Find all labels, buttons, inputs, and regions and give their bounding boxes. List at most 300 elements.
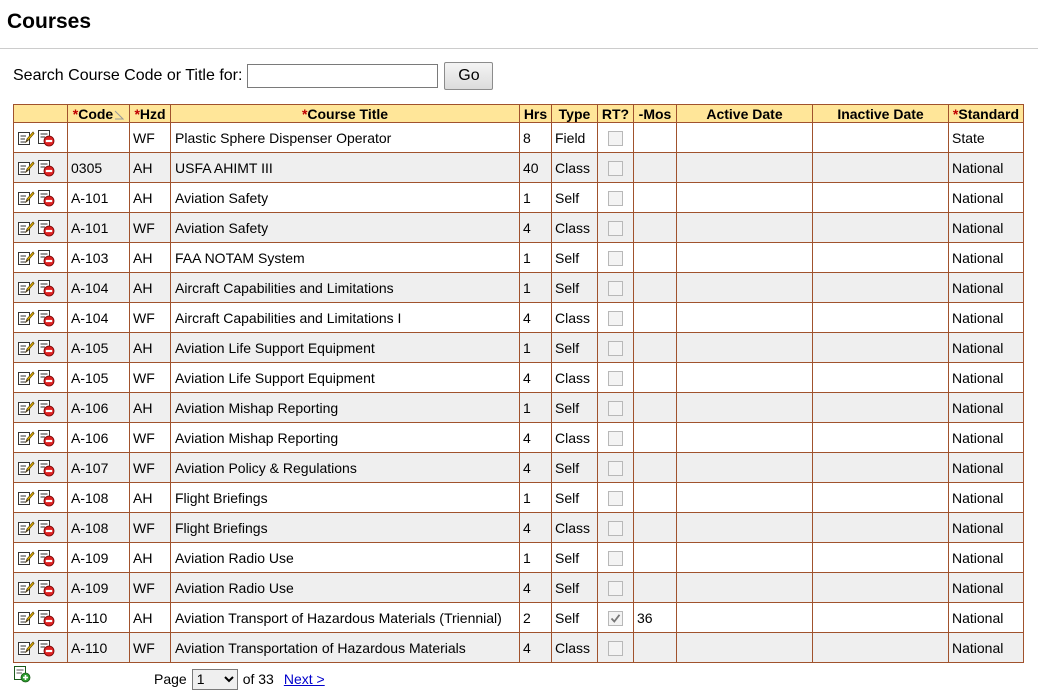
cell-active: [677, 123, 813, 153]
cell-code: A-109: [68, 543, 130, 573]
cell-hzd: AH: [130, 393, 171, 423]
edit-icon[interactable]: [17, 459, 35, 477]
cell-code: A-109: [68, 573, 130, 603]
cell-active: [677, 363, 813, 393]
cell-title: Aviation Life Support Equipment: [171, 333, 520, 363]
table-row: [14, 453, 1024, 483]
column-header-hrs[interactable]: [520, 105, 552, 123]
cell-rt: [598, 573, 634, 603]
table-row: [14, 363, 1024, 393]
cell-rt: [598, 183, 634, 213]
cell-hrs: 8: [520, 123, 552, 153]
required-marker: *: [952, 105, 959, 122]
delete-icon[interactable]: [37, 309, 55, 327]
cell-type: Self: [552, 333, 598, 363]
cell-mos: [634, 423, 677, 453]
cell-active: [677, 183, 813, 213]
cell-hzd: WF: [130, 573, 171, 603]
cell-active: [677, 423, 813, 453]
column-header-active[interactable]: [677, 105, 813, 123]
cell-code: A-101: [68, 213, 130, 243]
edit-icon[interactable]: [17, 339, 35, 357]
retraining-checkbox: [608, 131, 623, 146]
edit-icon[interactable]: [17, 639, 35, 657]
retraining-checkbox: [608, 401, 623, 416]
cell-hrs: 4: [520, 423, 552, 453]
delete-icon[interactable]: [37, 339, 55, 357]
retraining-checkbox: [608, 461, 623, 476]
row-actions: [14, 543, 68, 573]
cell-active: [677, 243, 813, 273]
cell-active: [677, 153, 813, 183]
cell-active: [677, 333, 813, 363]
page-count: of 33: [242, 671, 274, 687]
cell-active: [677, 633, 813, 663]
delete-icon[interactable]: [37, 249, 55, 267]
page-label: Page: [154, 671, 187, 687]
cell-hrs: 1: [520, 393, 552, 423]
cell-hzd: AH: [130, 273, 171, 303]
cell-hrs: 1: [520, 483, 552, 513]
cell-mos: [634, 513, 677, 543]
cell-hzd: AH: [130, 183, 171, 213]
go-button[interactable]: Go: [444, 62, 493, 90]
cell-mos: [634, 153, 677, 183]
cell-inactive: [813, 573, 949, 603]
cell-standard: National: [949, 333, 1024, 363]
cell-hzd: WF: [130, 423, 171, 453]
column-header-label: Code: [78, 105, 114, 122]
cell-inactive: [813, 123, 949, 153]
sort-ascending-icon: [114, 110, 124, 120]
cell-type: Self: [552, 453, 598, 483]
cell-hzd: WF: [130, 633, 171, 663]
cell-standard: National: [949, 363, 1024, 393]
cell-mos: [634, 183, 677, 213]
cell-mos: [634, 453, 677, 483]
required-marker: *: [301, 105, 308, 122]
row-actions: [14, 393, 68, 423]
cell-mos: [634, 363, 677, 393]
table-row: [14, 273, 1024, 303]
edit-icon[interactable]: [17, 309, 35, 327]
delete-icon[interactable]: [37, 129, 55, 147]
table-row: [14, 213, 1024, 243]
cell-code: A-104: [68, 273, 130, 303]
table-row: [14, 243, 1024, 273]
row-actions: [14, 363, 68, 393]
cell-active: [677, 543, 813, 573]
edit-icon[interactable]: [17, 399, 35, 417]
cell-title: FAA NOTAM System: [171, 243, 520, 273]
delete-icon[interactable]: [37, 639, 55, 657]
search-label: Search Course Code or Title for:: [13, 67, 243, 84]
cell-type: Class: [552, 513, 598, 543]
cell-rt: [598, 363, 634, 393]
cell-type: Class: [552, 303, 598, 333]
row-actions: [14, 453, 68, 483]
cell-hrs: 4: [520, 453, 552, 483]
cell-standard: National: [949, 453, 1024, 483]
cell-inactive: [813, 333, 949, 363]
column-header-type[interactable]: [552, 105, 598, 123]
cell-rt: [598, 513, 634, 543]
table-header-row: [14, 105, 1024, 123]
required-marker: *: [72, 105, 79, 122]
cell-hrs: 4: [520, 573, 552, 603]
cell-rt: [598, 213, 634, 243]
cell-inactive: [813, 273, 949, 303]
cell-rt: [598, 543, 634, 573]
cell-type: Class: [552, 423, 598, 453]
cell-type: Class: [552, 213, 598, 243]
retraining-checkbox-checked: [608, 611, 623, 626]
cell-standard: National: [949, 633, 1024, 663]
cell-mos: [634, 633, 677, 663]
retraining-checkbox: [608, 281, 623, 296]
cell-rt: [598, 243, 634, 273]
table-row: [14, 513, 1024, 543]
cell-title: Aviation Safety: [171, 213, 520, 243]
cell-title: Aircraft Capabilities and Limitations I: [171, 303, 520, 333]
retraining-checkbox: [608, 551, 623, 566]
cell-hrs: 1: [520, 243, 552, 273]
cell-type: Self: [552, 543, 598, 573]
cell-rt: [598, 303, 634, 333]
cell-hzd: WF: [130, 213, 171, 243]
column-header-label: RT?: [601, 105, 630, 122]
cell-active: [677, 483, 813, 513]
cell-mos: [634, 393, 677, 423]
edit-icon[interactable]: [17, 219, 35, 237]
row-actions: [14, 123, 68, 153]
cell-code: A-110: [68, 603, 130, 633]
add-course-icon[interactable]: [13, 665, 31, 683]
search-bar: [13, 62, 493, 90]
column-header-standard[interactable]: [949, 105, 1024, 123]
cell-code: A-110: [68, 633, 130, 663]
cell-rt: [598, 423, 634, 453]
cell-standard: National: [949, 513, 1024, 543]
delete-icon[interactable]: [37, 159, 55, 177]
search-input[interactable]: [247, 64, 438, 88]
row-actions: [14, 153, 68, 183]
cell-hzd: AH: [130, 333, 171, 363]
column-header-hzd[interactable]: [130, 105, 171, 123]
edit-icon[interactable]: [17, 519, 35, 537]
cell-type: Self: [552, 183, 598, 213]
cell-inactive: [813, 363, 949, 393]
cell-hzd: AH: [130, 153, 171, 183]
cell-code: A-108: [68, 483, 130, 513]
cell-hrs: 4: [520, 303, 552, 333]
delete-icon[interactable]: [37, 609, 55, 627]
cell-title: Aviation Life Support Equipment: [171, 363, 520, 393]
cell-hrs: 4: [520, 213, 552, 243]
page-title: Courses: [7, 10, 92, 33]
cell-hrs: 40: [520, 153, 552, 183]
retraining-checkbox: [608, 581, 623, 596]
cell-title: Flight Briefings: [171, 483, 520, 513]
cell-hrs: 4: [520, 633, 552, 663]
cell-mos: [634, 573, 677, 603]
page-select[interactable]: [192, 669, 238, 690]
cell-standard: National: [949, 303, 1024, 333]
cell-standard: National: [949, 543, 1024, 573]
cell-active: [677, 573, 813, 603]
cell-standard: National: [949, 213, 1024, 243]
delete-icon[interactable]: [37, 519, 55, 537]
cell-type: Self: [552, 573, 598, 603]
delete-icon[interactable]: [37, 429, 55, 447]
delete-icon[interactable]: [37, 489, 55, 507]
cell-type: Class: [552, 153, 598, 183]
column-header-mos[interactable]: [634, 105, 677, 123]
cell-hrs: 4: [520, 513, 552, 543]
retraining-checkbox: [608, 491, 623, 506]
cell-standard: National: [949, 243, 1024, 273]
row-actions: [14, 333, 68, 363]
table-body: [14, 123, 1024, 663]
cell-hrs: 4: [520, 363, 552, 393]
table-row: [14, 543, 1024, 573]
cell-rt: [598, 633, 634, 663]
column-header-label: Hzd: [139, 105, 166, 122]
table-row: [14, 303, 1024, 333]
cell-inactive: [813, 483, 949, 513]
cell-code: A-104: [68, 303, 130, 333]
cell-rt: [598, 603, 634, 633]
retraining-checkbox: [608, 641, 623, 656]
cell-type: Self: [552, 393, 598, 423]
cell-inactive: [813, 453, 949, 483]
edit-icon[interactable]: [17, 609, 35, 627]
column-header-inactive[interactable]: [813, 105, 949, 123]
cell-standard: National: [949, 183, 1024, 213]
cell-inactive: [813, 243, 949, 273]
cell-title: Aviation Transport of Hazardous Materials (Triennial): [171, 603, 520, 633]
cell-code: A-108: [68, 513, 130, 543]
cell-active: [677, 513, 813, 543]
cell-active: [677, 303, 813, 333]
cell-title: Aviation Mishap Reporting: [171, 393, 520, 423]
cell-hzd: WF: [130, 363, 171, 393]
row-actions: [14, 303, 68, 333]
cell-hrs: 1: [520, 273, 552, 303]
cell-hrs: 1: [520, 183, 552, 213]
cell-mos: [634, 273, 677, 303]
row-actions: [14, 183, 68, 213]
cell-mos: 36: [634, 603, 677, 633]
delete-icon[interactable]: [37, 279, 55, 297]
cell-standard: National: [949, 273, 1024, 303]
cell-standard: National: [949, 483, 1024, 513]
cell-hzd: AH: [130, 603, 171, 633]
cell-active: [677, 603, 813, 633]
cell-standard: National: [949, 393, 1024, 423]
cell-inactive: [813, 423, 949, 453]
cell-code: [68, 123, 130, 153]
table-row: [14, 333, 1024, 363]
cell-title: Aviation Transportation of Hazardous Materials: [171, 633, 520, 663]
cell-code: A-101: [68, 183, 130, 213]
edit-icon[interactable]: [17, 429, 35, 447]
column-header-title[interactable]: [171, 105, 520, 123]
cell-type: Field: [552, 123, 598, 153]
row-actions: [14, 243, 68, 273]
retraining-checkbox: [608, 371, 623, 386]
row-actions: [14, 573, 68, 603]
cell-hzd: WF: [130, 123, 171, 153]
column-header-actions: [14, 105, 68, 123]
cell-inactive: [813, 543, 949, 573]
table-row: [14, 393, 1024, 423]
cell-title: Aviation Radio Use: [171, 543, 520, 573]
cell-title: Aviation Radio Use: [171, 573, 520, 603]
cell-code: A-105: [68, 363, 130, 393]
table-row: [14, 183, 1024, 213]
cell-mos: [634, 543, 677, 573]
retraining-checkbox: [608, 161, 623, 176]
cell-rt: [598, 453, 634, 483]
cell-inactive: [813, 513, 949, 543]
column-header-label: Hrs: [523, 105, 548, 122]
table-row: [14, 153, 1024, 183]
cell-hzd: WF: [130, 513, 171, 543]
cell-inactive: [813, 393, 949, 423]
cell-inactive: [813, 633, 949, 663]
cell-mos: [634, 123, 677, 153]
cell-type: Class: [552, 633, 598, 663]
cell-title: Plastic Sphere Dispenser Operator: [171, 123, 520, 153]
cell-active: [677, 453, 813, 483]
cell-inactive: [813, 603, 949, 633]
retraining-checkbox: [608, 221, 623, 236]
cell-standard: National: [949, 573, 1024, 603]
retraining-checkbox: [608, 341, 623, 356]
column-header-label: Active Date: [706, 105, 783, 122]
table-row: [14, 123, 1024, 153]
row-actions: [14, 423, 68, 453]
cell-mos: [634, 333, 677, 363]
cell-type: Self: [552, 603, 598, 633]
cell-rt: [598, 153, 634, 183]
edit-icon[interactable]: [17, 129, 35, 147]
cell-rt: [598, 483, 634, 513]
edit-icon[interactable]: [17, 549, 35, 567]
cell-mos: [634, 213, 677, 243]
delete-icon[interactable]: [37, 549, 55, 567]
cell-code: A-103: [68, 243, 130, 273]
column-header-rt[interactable]: [598, 105, 634, 123]
cell-active: [677, 393, 813, 423]
edit-icon[interactable]: [17, 369, 35, 387]
cell-title: Aviation Mishap Reporting: [171, 423, 520, 453]
cell-standard: State: [949, 123, 1024, 153]
cell-hrs: 1: [520, 333, 552, 363]
column-header-label: Course Title: [307, 105, 389, 122]
cell-hzd: WF: [130, 453, 171, 483]
cell-active: [677, 273, 813, 303]
delete-icon[interactable]: [37, 369, 55, 387]
retraining-checkbox: [608, 191, 623, 206]
edit-icon[interactable]: [17, 489, 35, 507]
row-actions: [14, 603, 68, 633]
next-page-link[interactable]: Next >: [283, 671, 325, 687]
cell-code: A-107: [68, 453, 130, 483]
retraining-checkbox: [608, 521, 623, 536]
edit-icon[interactable]: [17, 159, 35, 177]
cell-code: 0305: [68, 153, 130, 183]
retraining-checkbox: [608, 431, 623, 446]
cell-title: Aircraft Capabilities and Limitations: [171, 273, 520, 303]
edit-icon[interactable]: [17, 249, 35, 267]
column-header-label: Type: [558, 105, 591, 122]
cell-code: A-105: [68, 333, 130, 363]
cell-inactive: [813, 213, 949, 243]
cell-standard: National: [949, 153, 1024, 183]
cell-title: Aviation Policy & Regulations: [171, 453, 520, 483]
row-actions: [14, 213, 68, 243]
retraining-checkbox: [608, 311, 623, 326]
retraining-checkbox: [608, 251, 623, 266]
cell-type: Self: [552, 483, 598, 513]
cell-inactive: [813, 303, 949, 333]
cell-standard: National: [949, 603, 1024, 633]
delete-icon[interactable]: [37, 579, 55, 597]
column-header-label: Inactive Date: [837, 105, 924, 122]
edit-icon[interactable]: [17, 579, 35, 597]
cell-hzd: AH: [130, 543, 171, 573]
cell-code: A-106: [68, 393, 130, 423]
row-actions: [14, 513, 68, 543]
cell-hzd: AH: [130, 483, 171, 513]
delete-icon[interactable]: [37, 399, 55, 417]
cell-active: [677, 213, 813, 243]
row-actions: [14, 273, 68, 303]
edit-icon[interactable]: [17, 279, 35, 297]
cell-hrs: 2: [520, 603, 552, 633]
cell-inactive: [813, 183, 949, 213]
row-actions: [14, 633, 68, 663]
cell-rt: [598, 393, 634, 423]
table-row: [14, 633, 1024, 663]
cell-code: A-106: [68, 423, 130, 453]
cell-type: Class: [552, 363, 598, 393]
cell-title: Flight Briefings: [171, 513, 520, 543]
column-header-label: -Mos: [638, 105, 672, 122]
cell-mos: [634, 243, 677, 273]
table-row: [14, 483, 1024, 513]
delete-icon[interactable]: [37, 459, 55, 477]
edit-icon[interactable]: [17, 189, 35, 207]
cell-hzd: WF: [130, 303, 171, 333]
courses-table: [13, 104, 1024, 663]
cell-type: Self: [552, 273, 598, 303]
delete-icon[interactable]: [37, 219, 55, 237]
cell-hrs: 1: [520, 543, 552, 573]
required-marker: *: [134, 105, 140, 122]
cell-mos: [634, 483, 677, 513]
column-header-code[interactable]: [68, 105, 130, 123]
cell-title: Aviation Safety: [171, 183, 520, 213]
cell-rt: [598, 123, 634, 153]
delete-icon[interactable]: [37, 189, 55, 207]
cell-type: Self: [552, 243, 598, 273]
column-header-label: Standard: [958, 105, 1020, 122]
cell-inactive: [813, 153, 949, 183]
cell-standard: National: [949, 423, 1024, 453]
